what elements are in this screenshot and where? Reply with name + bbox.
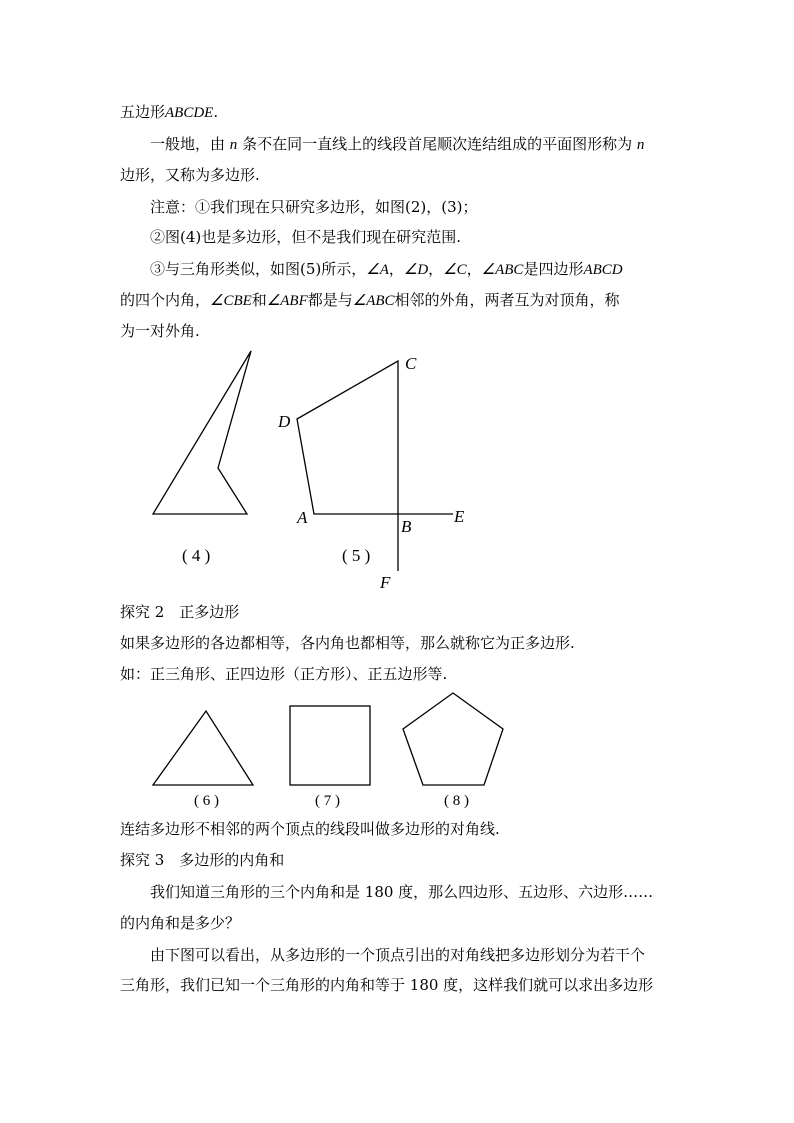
text-line-4: 注意：①我们现在只研究多边形，如图(2)，(3)； xyxy=(150,198,478,216)
text-line-15: 的内角和是多少？ xyxy=(120,914,241,932)
text: ， xyxy=(428,260,444,278)
text-line-7 xyxy=(120,290,620,311)
text: ③与三角形类似，如图(5)所示， xyxy=(150,260,367,278)
math-text: n xyxy=(229,137,238,153)
math-text: ∠A xyxy=(366,262,389,278)
square-shape xyxy=(290,706,370,785)
text: 的四个内角， xyxy=(120,291,211,309)
equilateral-triangle-shape xyxy=(153,711,253,785)
figure-7-caption: ( 7 ) xyxy=(315,793,340,809)
text-line-14: 我们知道三角形的三个内角和是 180 度，那么四边形、五边形、六边形…… xyxy=(150,883,654,901)
text: ， xyxy=(388,260,404,278)
text: 五边形 xyxy=(120,103,166,121)
quadrilateral-abcd-shape xyxy=(297,361,398,514)
math-text: ∠CBE xyxy=(210,293,252,309)
text: 条不在同一直线上的线段首尾顺次连结组成的平面图形称为 xyxy=(242,135,633,153)
math-text: ∠C xyxy=(443,262,467,278)
text-line-9: 探究 2 正多边形 xyxy=(120,603,240,621)
figure-6-caption: ( 6 ) xyxy=(194,793,219,809)
label-c: C xyxy=(405,354,417,373)
text-line-13: 探究 3 多边形的内角和 xyxy=(120,851,285,869)
math-text: ∠D xyxy=(403,262,429,278)
text-line-11: 如：正三角形、正四边形（正方形）、正五边形等. xyxy=(120,665,448,683)
text-line-17: 三角形，我们已知一个三角形的内角和等于 180 度，这样我们就可以求出多边形 xyxy=(120,976,654,994)
figure-5 xyxy=(270,345,490,595)
math-text: ∠ABC xyxy=(481,262,524,278)
label-a: A xyxy=(297,508,308,527)
text: 一般地，由 xyxy=(150,135,226,153)
concave-quadrilateral-shape xyxy=(153,351,251,514)
text-line-16: 由下图可以看出，从多边形的一个顶点引出的对角线把多边形划分为若干个 xyxy=(150,946,646,964)
text-line-8: 为一对外角. xyxy=(120,322,200,340)
label-f: F xyxy=(380,573,391,592)
figure-4-caption: ( 4 ) xyxy=(182,546,211,565)
regular-pentagon-shape xyxy=(403,693,503,785)
text: ， xyxy=(466,260,482,278)
text: 都是与 xyxy=(307,291,353,309)
math-text: ∠ABC xyxy=(352,293,395,309)
text-line-12: 连结多边形不相邻的两个顶点的线段叫做多边形的对角线. xyxy=(120,820,500,838)
figure-4 xyxy=(140,345,270,575)
text: . xyxy=(213,103,219,121)
figure-5-caption: ( 5 ) xyxy=(342,546,371,565)
math-text: n xyxy=(636,137,645,153)
label-d: D xyxy=(278,412,291,431)
text: 和 xyxy=(251,291,267,309)
text-line-3: 边形，又称为多边形. xyxy=(120,166,260,184)
label-e: E xyxy=(454,507,465,526)
text: 是四边形 xyxy=(523,260,584,278)
text: 相邻的外角，两者互为对顶角，称 xyxy=(394,291,620,309)
text-line-5: ②图(4)也是多边形，但不是我们现在研究范围. xyxy=(150,228,462,246)
label-b: B xyxy=(401,517,412,536)
text-line-6 xyxy=(150,259,623,280)
text-line-1 xyxy=(120,102,218,123)
figures-regular-polygons xyxy=(140,690,520,815)
text-line-10: 如果多边形的各边都相等，各内角也都相等，那么就称它为正多边形. xyxy=(120,634,575,652)
figure-8-caption: ( 8 ) xyxy=(444,793,469,809)
math-text: ABCD xyxy=(583,262,623,278)
text-line-2 xyxy=(150,134,644,155)
math-text: ABCDE xyxy=(165,105,214,121)
math-text: ∠ABF xyxy=(266,293,308,309)
